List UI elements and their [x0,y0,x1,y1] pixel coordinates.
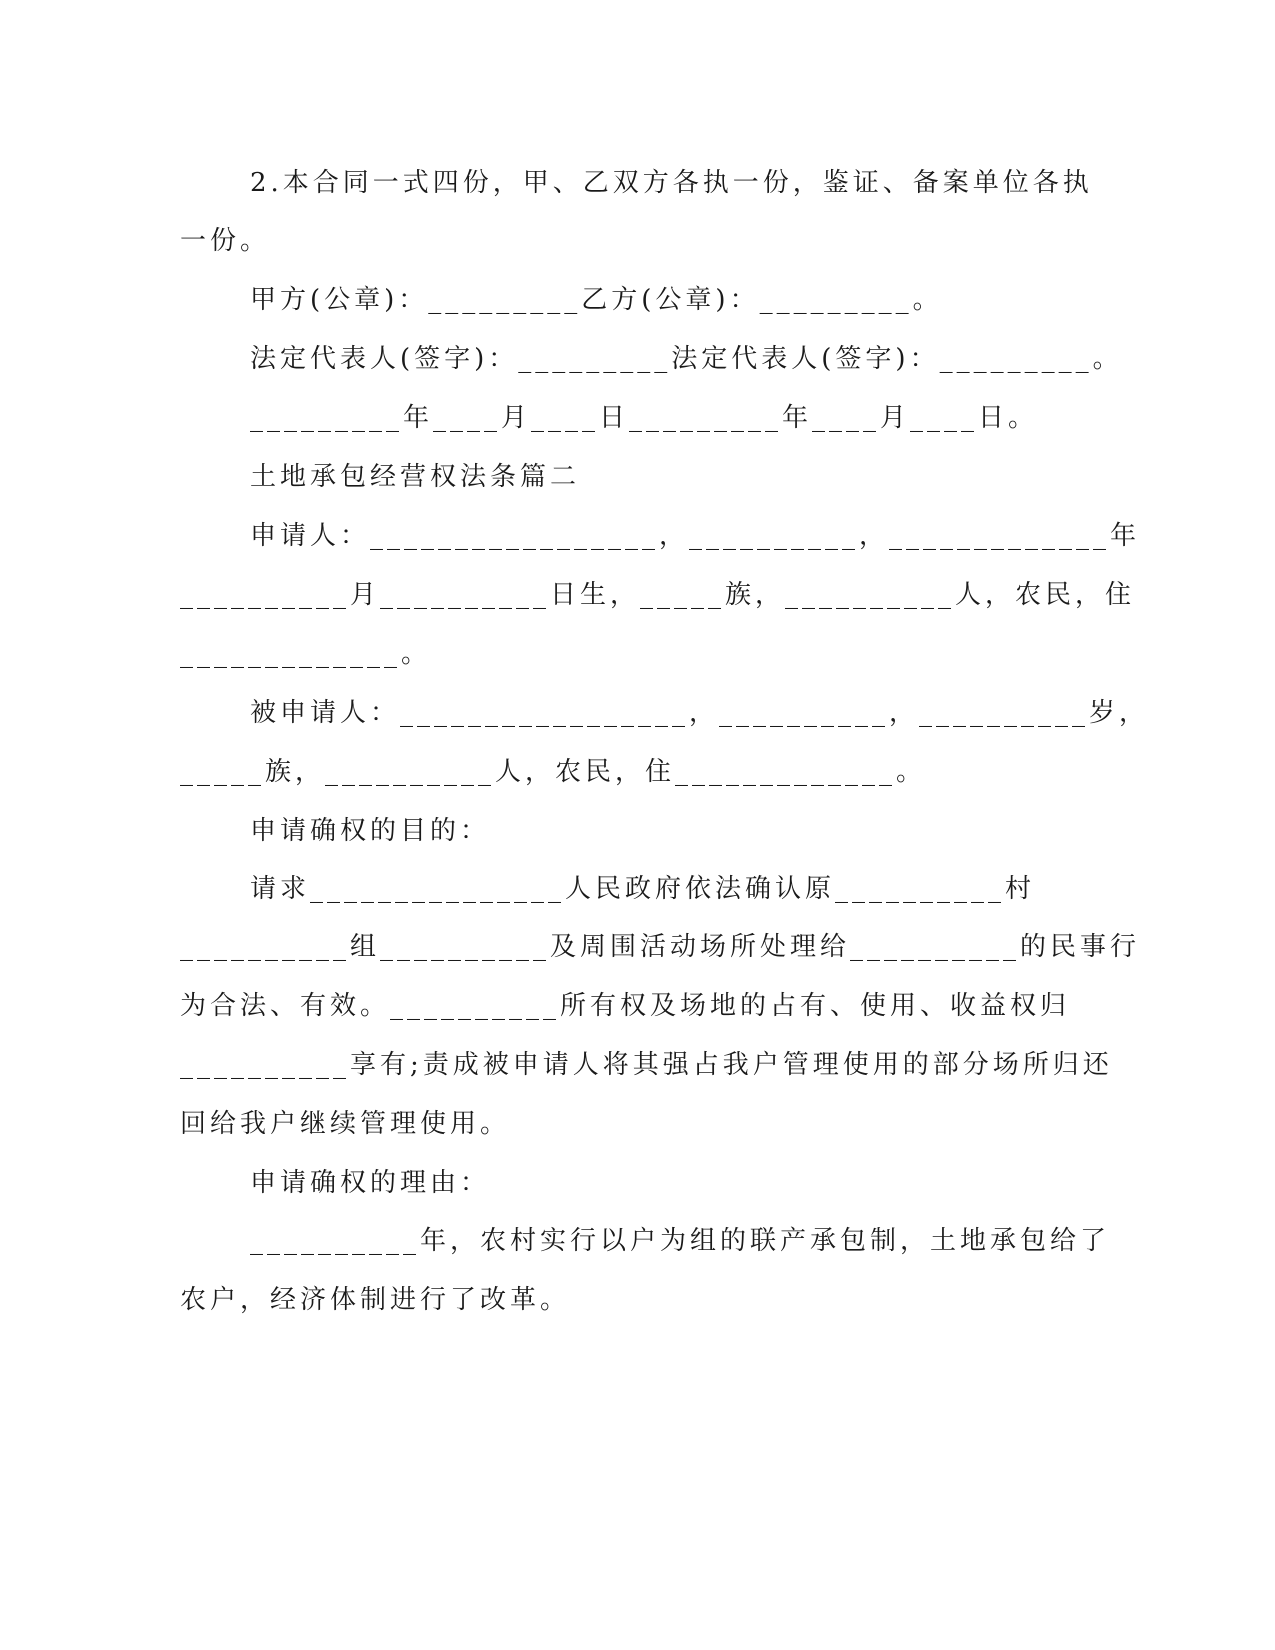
party-seal-line: 甲方(公章)：_________乙方(公章)：_________。 [250,285,943,315]
reason-line-2: 农户，经济体制进行了改革。 [180,1285,571,1315]
applicant-line-2: __________月__________日生，_____族，__________人，农民，住 [180,580,1136,610]
section-heading: 土地承包经营权法条篇二 [250,462,581,492]
reason-heading: 申请确权的理由： [250,1168,491,1198]
purpose-line-5: 回给我户继续管理使用。 [180,1109,511,1139]
purpose-line-1: 请求_______________人民政府依法确认原__________村 [250,874,1036,904]
respondent-line-1: 被申请人：_________________，__________，__________岁， [250,698,1150,728]
purpose-line-4: __________享有;责成被申请人将其强占我户管理使用的部分场所归还 [180,1050,1113,1080]
purpose-heading: 申请确权的目的： [250,816,491,846]
legal-representative-line: 法定代表人(签字)：_________法定代表人(签字)：_________。 [250,344,1123,374]
signing-date-line: _________年____月____日_________年____月____日。 [250,403,1039,433]
paragraph-copies-line-2: 一份。 [180,226,271,256]
purpose-line-3: 为合法、有效。__________所有权及场地的占有、使用、收益权归 [180,991,1071,1021]
applicant-line-3: _____________。 [180,639,432,669]
respondent-line-2: _____族，__________人，农民，住_____________。 [180,757,927,787]
purpose-line-2: __________组__________及周围活动场所处理给__________的民事行 [180,932,1141,962]
reason-line-1: __________年，农村实行以户为组的联产承包制，土地承包给了 [250,1226,1111,1256]
paragraph-copies-line-1: 2.本合同一式四份，甲、乙双方各执一份，鉴证、备案单位各执 [250,168,1093,198]
applicant-line-1: 申请人：_________________，__________，_____________年 [250,521,1141,551]
